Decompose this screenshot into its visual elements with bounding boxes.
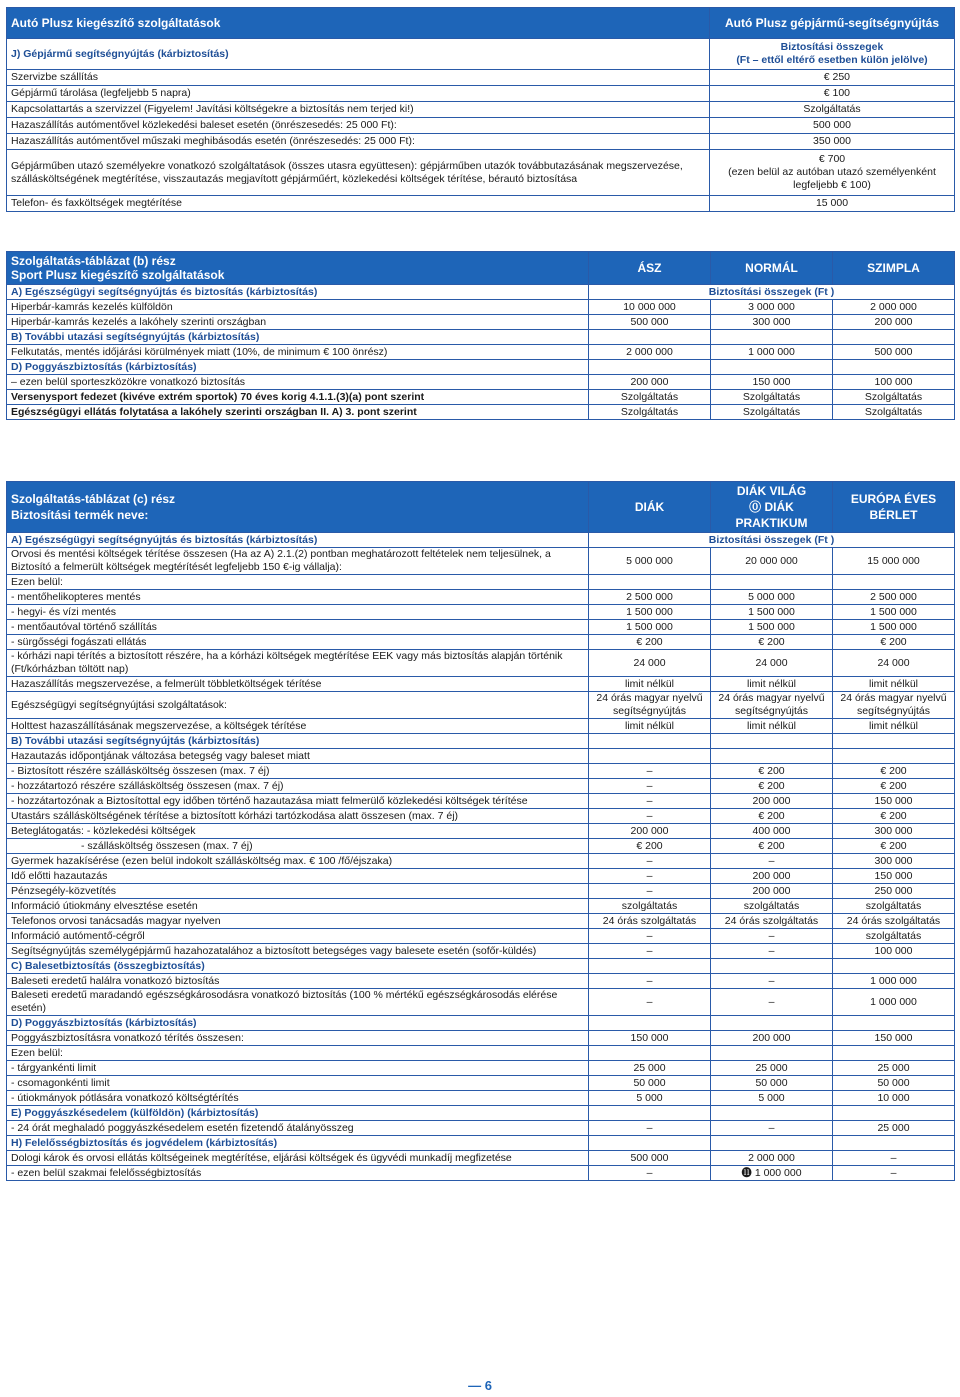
cell-value: € 200 (589, 839, 711, 854)
table-row (7, 1076, 955, 1091)
section-heading: J) Gépjármű segítségnyújtás (kárbiztosítás) (7, 39, 710, 70)
cell-value: – (589, 989, 711, 1016)
cell-value: – (711, 854, 833, 869)
row-label: - sürgősségi fogászati ellátás (7, 635, 589, 650)
row-value: 350 000 (710, 134, 955, 150)
cell-value (589, 1136, 711, 1151)
row-label: Idő előtti hazautazás (7, 869, 589, 884)
cell-value: 24 000 (711, 650, 833, 677)
row-label: B) További utazási segítségnyújtás (kárbiztosítás) (7, 330, 589, 345)
cell-value: Szolgáltatás (833, 390, 955, 405)
cell-value: – (589, 779, 711, 794)
row-label: - útiokmányok pótlására vonatkozó költségtérítés (7, 1091, 589, 1106)
cell-value: 400 000 (711, 824, 833, 839)
row-label: D) Poggyászbiztosítás (kárbiztosítás) (7, 360, 589, 375)
cell-value: – (589, 884, 711, 899)
cell-value (833, 959, 955, 974)
cell-value: 150 000 (711, 375, 833, 390)
table-row (7, 974, 955, 989)
table-row (7, 1031, 955, 1046)
cell-value (833, 1016, 955, 1031)
cell-value: – (589, 1121, 711, 1136)
table-row (7, 989, 955, 1016)
cell-value: – (589, 944, 711, 959)
cell-value: 2 500 000 (833, 590, 955, 605)
cell-value: Szolgáltatás (589, 405, 711, 420)
row-label: Orvosi és mentési költségek térítése összesen (Ha az A) 2.1.(2) pontban meghatározott feltételek nem teljesülnek, a Biztosító a felmerült költségek megtérítését legfeljebb 150 €-ig vállalja): (7, 548, 589, 575)
sport-plusz-table (6, 251, 955, 420)
cell-value: 200 000 (711, 884, 833, 899)
cell-value (833, 1106, 955, 1121)
cell-value (711, 1136, 833, 1151)
cell-value: limit nélkül (833, 677, 955, 692)
table-row (7, 345, 955, 360)
cell-value: 200 000 (589, 824, 711, 839)
cell-value: € 200 (711, 839, 833, 854)
cell-value: € 200 (711, 764, 833, 779)
cell-value (711, 959, 833, 974)
table-row (7, 635, 955, 650)
cell-value: 300 000 (711, 315, 833, 330)
cell-value: 2 000 000 (833, 300, 955, 315)
cell-value: – (589, 1166, 711, 1181)
row-label: - hozzátartozónak a Biztosítottal egy időben történő hazautazása miatt felmerülő közlekedési költségek térítése (7, 794, 589, 809)
table-row (7, 749, 955, 764)
cell-value: 1 000 000 (833, 974, 955, 989)
row-label: Segítségnyújtás személygépjármű hazahozatalához a biztosított betegséges vagy balesete esetén (sofőr-küldés) (7, 944, 589, 959)
table-title-line1: Szolgáltatás-táblázat (c) rész (11, 492, 176, 506)
table-row (7, 869, 955, 884)
cell-value: 5 000 (589, 1091, 711, 1106)
cell-value (833, 1046, 955, 1061)
table-row (7, 677, 955, 692)
cell-value: € 200 (833, 764, 955, 779)
row-label: - hozzátartozó részére szállásköltség összesen (max. 7 éj) (7, 779, 589, 794)
table-row (7, 405, 955, 420)
table-row (7, 734, 955, 749)
cell-value: 5 000 000 (711, 590, 833, 605)
cell-value: szolgáltatás (711, 899, 833, 914)
table-row (7, 824, 955, 839)
row-label: - kórházi napi térítés a biztosított részére, ha a kórházi költségek megtérítése EEK vagy más biztosítás alapján történik (Ft/kórházban töltött nap) (7, 650, 589, 677)
table-title-line1: Szolgáltatás-táblázat (b) rész (11, 254, 176, 268)
cell-value: – (711, 944, 833, 959)
cell-value (589, 1016, 711, 1031)
cell-value (589, 330, 711, 345)
cell-value: 150 000 (833, 869, 955, 884)
cell-value: 1 500 000 (711, 620, 833, 635)
row-label: Hazautazás időpontjának változása betegség vagy baleset miatt (7, 749, 589, 764)
row-label: Telefonos orvosi tanácsadás magyar nyelven (7, 914, 589, 929)
amounts-subtitle: (Ft – ettől eltérő esetben külön jelölve) (736, 54, 928, 66)
cell-value (711, 749, 833, 764)
table-row (7, 285, 955, 300)
cell-value: 24 órás magyar nyelvű segítségnyújtás (833, 692, 955, 719)
table-row (7, 134, 955, 150)
table-row (7, 360, 955, 375)
cell-value: 200 000 (711, 1031, 833, 1046)
page-number: — 6 (468, 1378, 492, 1393)
cell-value: – (589, 869, 711, 884)
cell-value: szolgáltatás (833, 899, 955, 914)
row-label: H) Felelősségbiztosítás és jogvédelem (kárbiztosítás) (7, 1136, 589, 1151)
cell-value: € 200 (833, 779, 955, 794)
cell-value: 5 000 (711, 1091, 833, 1106)
column-header: NORMÁL (711, 252, 833, 285)
cell-value (589, 734, 711, 749)
row-label: A) Egészségügyi segítségnyújtás és biztosítás (kárbiztosítás) (7, 285, 589, 300)
cell-value (833, 360, 955, 375)
cell-value: 24 órás szolgáltatás (589, 914, 711, 929)
row-label: Egészségügyi segítségnyújtási szolgáltatások: (7, 692, 589, 719)
cell-value (711, 1046, 833, 1061)
row-label: Gyermek hazakísérése (ezen belül indokolt szállásköltség max. € 100 /fő/éjszaka) (7, 854, 589, 869)
row-label: Szervizbe szállítás (7, 70, 710, 86)
row-label: Hazaszállítás autómentővel közlekedési baleset esetén (önrészesedés: 25 000 Ft): (7, 118, 710, 134)
row-label: - szállásköltség összesen (max. 7 éj) (7, 839, 589, 854)
row-label: - mentőautóval történő szállítás (7, 620, 589, 635)
row-label: Telefon- és faxköltségek megtérítése (7, 196, 710, 212)
row-label: Információ autómentő-cégről (7, 929, 589, 944)
cell-value: 200 000 (589, 375, 711, 390)
amounts-header (710, 39, 955, 70)
cell-value: 1 500 000 (589, 620, 711, 635)
table-row (7, 929, 955, 944)
cell-value: € 200 (711, 635, 833, 650)
diak-table (6, 481, 955, 1181)
table-row (7, 1046, 955, 1061)
column-header: EURÓPA ÉVES BÉRLET (833, 482, 955, 533)
row-label: A) Egészségügyi segítségnyújtás és biztosítás (kárbiztosítás) (7, 533, 589, 548)
cell-value (711, 330, 833, 345)
table-row (7, 1136, 955, 1151)
row-value: 15 000 (710, 196, 955, 212)
column-header: DIÁK (589, 482, 711, 533)
cell-value: szolgáltatás (589, 899, 711, 914)
table-row (7, 959, 955, 974)
amounts-title: Biztosítási összegek (780, 41, 884, 53)
row-label: Hazaszállítás megszervezése, a felmerült többletköltségek térítése (7, 677, 589, 692)
row-label: Hiperbár-kamrás kezelés külföldön (7, 300, 589, 315)
cell-value: 50 000 (833, 1076, 955, 1091)
cell-value: 500 000 (589, 1151, 711, 1166)
cell-value: – (711, 1121, 833, 1136)
cell-value (589, 959, 711, 974)
table-row (7, 884, 955, 899)
cell-value: 24 órás magyar nyelvű segítségnyújtás (711, 692, 833, 719)
cell-value: limit nélkül (711, 677, 833, 692)
cell-value: – (589, 809, 711, 824)
table-row (7, 375, 955, 390)
cell-value: limit nélkül (589, 677, 711, 692)
cell-value: 24 órás magyar nyelvű segítségnyújtás (589, 692, 711, 719)
cell-value: 15 000 000 (833, 548, 955, 575)
table-title (7, 252, 589, 285)
cell-value: – (589, 794, 711, 809)
table-header-right: Autó Plusz gépjármű-segítségnyújtás (710, 8, 955, 39)
table-row (7, 1151, 955, 1166)
row-label: Baleseti eredetű halálra vonatkozó biztosítás (7, 974, 589, 989)
row-label: B) További utazási segítségnyújtás (kárbiztosítás) (7, 734, 589, 749)
row-label: Utastárs szállásköltségének térítése a biztosított kórházi tartózkodása alatt összesen (max. 7 éj) (7, 809, 589, 824)
cell-value: 2 000 000 (589, 345, 711, 360)
cell-value: – (711, 929, 833, 944)
cell-value (711, 1016, 833, 1031)
row-label: - tárgyankénti limit (7, 1061, 589, 1076)
row-value: € 250 (710, 70, 955, 86)
table-title-line2: Sport Plusz kiegészítő szolgáltatások (11, 268, 225, 282)
row-label: Hazaszállítás autómentővel műszaki meghibásodás esetén (önrészesedés: 25 000 Ft): (7, 134, 710, 150)
cell-value (589, 749, 711, 764)
table-row (7, 764, 955, 779)
cell-value: – (589, 974, 711, 989)
table-row (7, 86, 955, 102)
cell-value: 200 000 (711, 794, 833, 809)
cell-value: 1 000 000 (833, 989, 955, 1016)
cell-value: limit nélkül (833, 719, 955, 734)
table-row (7, 533, 955, 548)
cell-value: 10 000 000 (589, 300, 711, 315)
cell-value: 5 000 000 (589, 548, 711, 575)
cell-value: 300 000 (833, 854, 955, 869)
table-title-line2: Biztosítási termék neve: (11, 508, 149, 522)
cell-value (711, 360, 833, 375)
table-row (7, 196, 955, 212)
row-label: Baleseti eredetű maradandó egészségkárosodásra vonatkozó biztosítás (100 % mértékű egészségkárosodás elérése esetén) (7, 989, 589, 1016)
column-header: DIÁK VILÁG ⓪ DIÁK PRAKTIKUM (711, 482, 833, 533)
cell-value: 20 000 000 (711, 548, 833, 575)
cell-value: 150 000 (833, 1031, 955, 1046)
row-label: Ezen belül: (7, 1046, 589, 1061)
cell-value: 1 500 000 (833, 620, 955, 635)
cell-value: 3 000 000 (711, 300, 833, 315)
cell-value (589, 1106, 711, 1121)
cell-value: 500 000 (833, 345, 955, 360)
table-row (7, 914, 955, 929)
table-row (7, 899, 955, 914)
row-label: - csomagonkénti limit (7, 1076, 589, 1091)
row-label: – ezen belül sporteszközökre vonatkozó biztosítás (7, 375, 589, 390)
table-row (7, 1016, 955, 1031)
row-label: Egészségügyi ellátás folytatása a lakóhely szerinti országban II. A) 3. pont szerint (7, 405, 589, 420)
row-label: - Biztosított részére szállásköltség összesen (max. 7 éj) (7, 764, 589, 779)
row-value: € 700 (ezen belül az autóban utazó személyenként legfeljebb € 100) (710, 150, 955, 196)
cell-value (589, 1046, 711, 1061)
table-row (7, 330, 955, 345)
cell-value: 24 000 (589, 650, 711, 677)
cell-value (833, 330, 955, 345)
cell-value: € 200 (711, 779, 833, 794)
row-label: Poggyászbiztosításra vonatkozó térítés összesen: (7, 1031, 589, 1046)
cell-value: – (833, 1166, 955, 1181)
cell-value: 150 000 (833, 794, 955, 809)
row-label: Versenysport fedezet (kivéve extrém sportok) 70 éves korig 4.1.1.(3)(a) pont szerint (7, 390, 589, 405)
table-row (7, 605, 955, 620)
row-label: Gépjárműben utazó személyekre vonatkozó szolgáltatások (összes utasra együttesen): gépjárműben utazók továbbutazásának megszervezése, szállásköltségének megtérítése, visszautazás megjavított gépjárműért, közlekedési költségek térítése, bérautó biztosítása (7, 150, 710, 196)
table-row (7, 809, 955, 824)
cell-value: 500 000 (589, 315, 711, 330)
cell-value: limit nélkül (589, 719, 711, 734)
cell-value: – (711, 974, 833, 989)
table-row (7, 692, 955, 719)
table-row (7, 650, 955, 677)
cell-value: € 200 (833, 809, 955, 824)
table-row (7, 779, 955, 794)
table-row (7, 794, 955, 809)
table-row (7, 854, 955, 869)
cell-value: 100 000 (833, 375, 955, 390)
cell-value (711, 575, 833, 590)
row-label: Ezen belül: (7, 575, 589, 590)
cell-value: – (589, 854, 711, 869)
cell-value: € 200 (833, 839, 955, 854)
row-label: Dologi károk és orvosi ellátás költségeinek megtérítése, eljárási költségek és ügyvédi munkadíj megfizetése (7, 1151, 589, 1166)
cell-value: 300 000 (833, 824, 955, 839)
table-row (7, 1121, 955, 1136)
cell-value: 50 000 (589, 1076, 711, 1091)
cell-value: 50 000 (711, 1076, 833, 1091)
row-label: Holttest hazaszállításának megszervezése, a költségek térítése (7, 719, 589, 734)
cell-value (833, 1136, 955, 1151)
amounts-header: Biztosítási összegek (Ft ) (589, 533, 955, 548)
row-label: Kapcsolattartás a szervizzel (Figyelem! Javítási költségekre a biztosítás nem terjed ki!) (7, 102, 710, 118)
cell-value (833, 734, 955, 749)
table-row (7, 548, 955, 575)
cell-value: limit nélkül (711, 719, 833, 734)
cell-value: € 200 (833, 635, 955, 650)
cell-value (833, 575, 955, 590)
cell-value: 24 órás szolgáltatás (711, 914, 833, 929)
table-row (7, 70, 955, 86)
table-row (7, 300, 955, 315)
cell-value (711, 1106, 833, 1121)
cell-value: 150 000 (589, 1031, 711, 1046)
cell-value: 1 500 000 (589, 605, 711, 620)
row-label: E) Poggyászkésedelem (külföldön) (kárbiztosítás) (7, 1106, 589, 1121)
table-row (7, 620, 955, 635)
cell-value (833, 749, 955, 764)
auto-plusz-table (6, 7, 955, 212)
table-row (7, 1061, 955, 1076)
cell-value: 25 000 (589, 1061, 711, 1076)
cell-value: Szolgáltatás (833, 405, 955, 420)
cell-value: € 200 (711, 809, 833, 824)
table-row (7, 390, 955, 405)
cell-value (589, 575, 711, 590)
cell-value: – (711, 989, 833, 1016)
cell-value: Szolgáltatás (711, 405, 833, 420)
table-header-left: Autó Plusz kiegészítő szolgáltatások (7, 8, 710, 39)
row-label: Felkutatás, mentés időjárási körülmények miatt (10%, de minimum € 100 önrész) (7, 345, 589, 360)
cell-value: 1 000 000 (711, 345, 833, 360)
row-label: Beteglátogatás: - közlekedési költségek (7, 824, 589, 839)
cell-value: – (833, 1151, 955, 1166)
cell-value: € 200 (589, 635, 711, 650)
table-row (7, 590, 955, 605)
table-title (7, 482, 589, 533)
row-label: D) Poggyászbiztosítás (kárbiztosítás) (7, 1016, 589, 1031)
table-row (7, 150, 955, 196)
cell-value (711, 734, 833, 749)
cell-value: 100 000 (833, 944, 955, 959)
cell-value: 2 000 000 (711, 1151, 833, 1166)
row-value: 500 000 (710, 118, 955, 134)
table-row (7, 719, 955, 734)
cell-value: Szolgáltatás (589, 390, 711, 405)
table-row (7, 944, 955, 959)
row-label: C) Balesetbiztosítás (összegbiztosítás) (7, 959, 589, 974)
row-label: Információ útiokmány elvesztése esetén (7, 899, 589, 914)
amounts-header: Biztosítási összegek (Ft ) (589, 285, 955, 300)
cell-value: szolgáltatás (833, 929, 955, 944)
cell-value: 25 000 (833, 1061, 955, 1076)
cell-value: 1 500 000 (833, 605, 955, 620)
cell-value: 10 000 (833, 1091, 955, 1106)
cell-value: Szolgáltatás (711, 390, 833, 405)
cell-value (589, 360, 711, 375)
cell-value: 25 000 (833, 1121, 955, 1136)
cell-value: 24 000 (833, 650, 955, 677)
table-row (7, 102, 955, 118)
cell-value: 200 000 (833, 315, 955, 330)
cell-value: 2 500 000 (589, 590, 711, 605)
row-label: - 24 órát meghaladó poggyászkésedelem esetén fizetendő átalányösszeg (7, 1121, 589, 1136)
table-row (7, 1166, 955, 1181)
cell-value: – (589, 764, 711, 779)
table-row (7, 1106, 955, 1121)
table-row (7, 315, 955, 330)
cell-value: 1 500 000 (711, 605, 833, 620)
column-header: ÁSZ (589, 252, 711, 285)
cell-value: 250 000 (833, 884, 955, 899)
table-row (7, 118, 955, 134)
cell-value: ⓫ 1 000 000 (711, 1166, 833, 1181)
row-label: - hegyi- és vízi mentés (7, 605, 589, 620)
row-value: Szolgáltatás (710, 102, 955, 118)
table-row (7, 575, 955, 590)
row-value: € 100 (710, 86, 955, 102)
cell-value: 25 000 (711, 1061, 833, 1076)
row-label: Gépjármű tárolása (legfeljebb 5 napra) (7, 86, 710, 102)
row-label: Pénzsegély-közvetítés (7, 884, 589, 899)
column-header: SZIMPLA (833, 252, 955, 285)
table-row (7, 1091, 955, 1106)
cell-value: 24 órás szolgáltatás (833, 914, 955, 929)
row-label: - mentőhelikopteres mentés (7, 590, 589, 605)
cell-value: – (589, 929, 711, 944)
table-row (7, 839, 955, 854)
cell-value: 200 000 (711, 869, 833, 884)
row-label: - ezen belül szakmai felelősségbiztosítás (7, 1166, 589, 1181)
row-label: Hiperbár-kamrás kezelés a lakóhely szerinti országban (7, 315, 589, 330)
